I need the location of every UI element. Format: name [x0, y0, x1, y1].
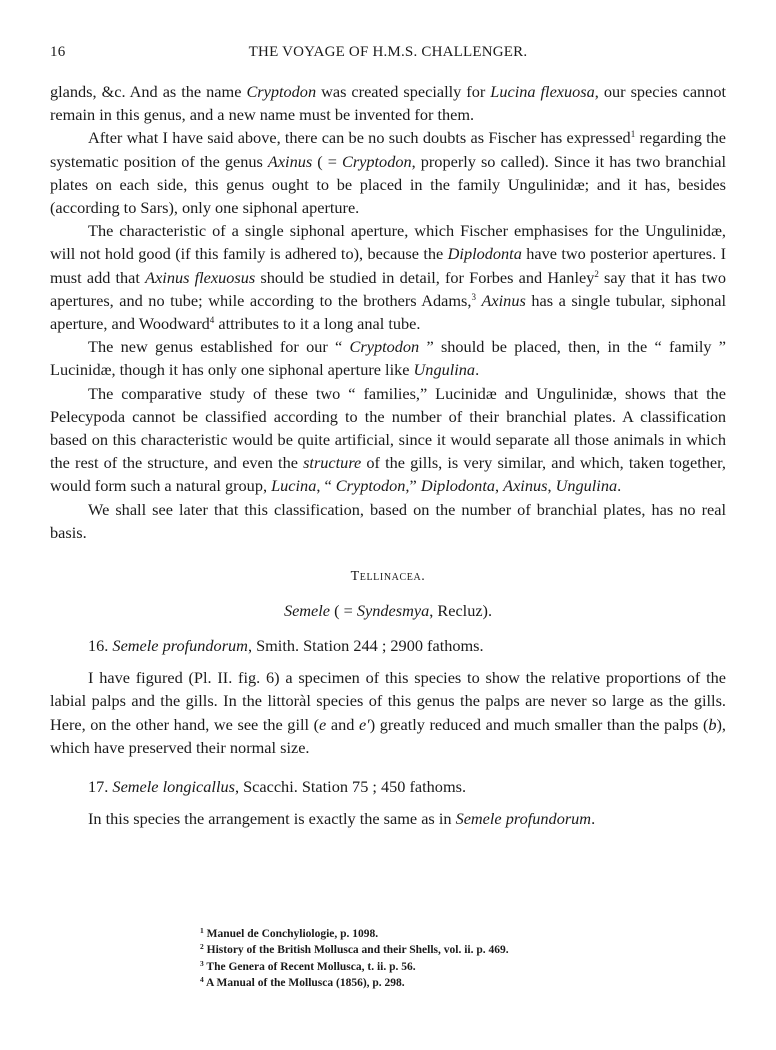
- paragraph-2: After what I have said above, there can be no such doubts as Fischer has expressed$^1$ regarding the systematic position of the genus Axinus ( = Cryptodon, properly so called). Since it has two branchial plates on each side, this genus ought to be placed in the family Ungulinidæ; and it has, besides (according to Sars), only one siphonal aperture.: [50, 128, 726, 218]
- paragraph-6: We shall see later that this classification, based on the number of branchial plates, has no real basis.: [50, 499, 726, 542]
- running-title: THE VOYAGE OF H.M.S. CHALLENGER.: [248, 44, 528, 60]
- page-number: 16: [50, 44, 66, 60]
- paragraph-3: The characteristic of a single siphonal aperture, which Fischer emphasises for the Ungulinidæ, will not hold good (if this family is adhered to), because the Diplodonta have two posterior apertures. I must add that Axinus flexuosus should be studied in detail, for Forbes and Hanley$^2$ say that it has two apertures, and no tube; while according to the brothers Adams,$^3$ Axinus has a single tubular, siphonal aperture, and Woodward$^4$ attributes to it a long anal tube.: [50, 221, 727, 334]
- footnote: $^4$ A Manual of the Mollusca (1856), p. 298.: [200, 975, 405, 990]
- paragraph-1: glands, &c. And as the name Cryptodon was created specially for Lucina flexuosa, our species cannot remain in this genus, and a new name must be invented for them.: [50, 82, 727, 125]
- species-entry-17: 17. Semele longicallus, Scacchi. Station 75 ; 450 fathoms.: [88, 777, 467, 797]
- footnote-ref-2: 2: [594, 268, 599, 279]
- footnote: $^2$ History of the British Mollusca and their Shells, vol. ii. p. 469.: [200, 942, 509, 957]
- paragraph-7: I have figured (Pl. II. fig. 6) a specimen of this species to show the relative proportions of the labial palps and the gills. In the littoràl species of this genus the palps are never so large as the gills. Here, on the other hand, we see the gill (e and e′) greatly reduced and much smaller than the palps (b), which have preserved their normal size.: [50, 668, 727, 757]
- section-heading: Tellinacea.: [350, 569, 426, 585]
- footnote: $^3$ The Genera of Recent Mollusca, t. ii. p. 56.: [200, 958, 416, 973]
- running-head: [50, 44, 726, 66]
- footnotes: [200, 926, 660, 992]
- footnote-ref-4: 4: [209, 315, 215, 326]
- paragraph-5: The comparative study of these two “ families,” Lucinidæ and Ungulinidæ, shows that the Pelecypoda cannot be classified according to the number of their branchial plates. A classification based on this characteristic would be quite artificial, since it would separate all those animals in which the rest of the structure, and even the structure of the gills, is very similar, and which, taken together, would form such a natural group, Lucina, “ Cryptodon,” Diplodonta, Axinus, Ungulina.: [50, 383, 726, 496]
- footnote: $^1$ Manuel de Conchyliologie, p. 1098.: [200, 926, 379, 940]
- body-text: [50, 80, 726, 830]
- footnote-ref-1: 1: [630, 129, 636, 140]
- genus-heading: Semele ( = Syndesmya, Recluz).: [283, 601, 493, 621]
- paragraph-4: The new genus established for our “ Cryptodon ” should be placed, then, in the “ family ” Lucinidæ, though it has only one siphonal aperture like Ungulina.: [50, 337, 726, 380]
- footnote-ref-3: 3: [471, 291, 476, 302]
- paragraph-8: In this species the arrangement is exactly the same as in Semele profundorum.: [88, 809, 596, 829]
- species-entry-16: 16. Semele profundorum, Smith. Station 244 ; 2900 fathoms.: [88, 636, 484, 656]
